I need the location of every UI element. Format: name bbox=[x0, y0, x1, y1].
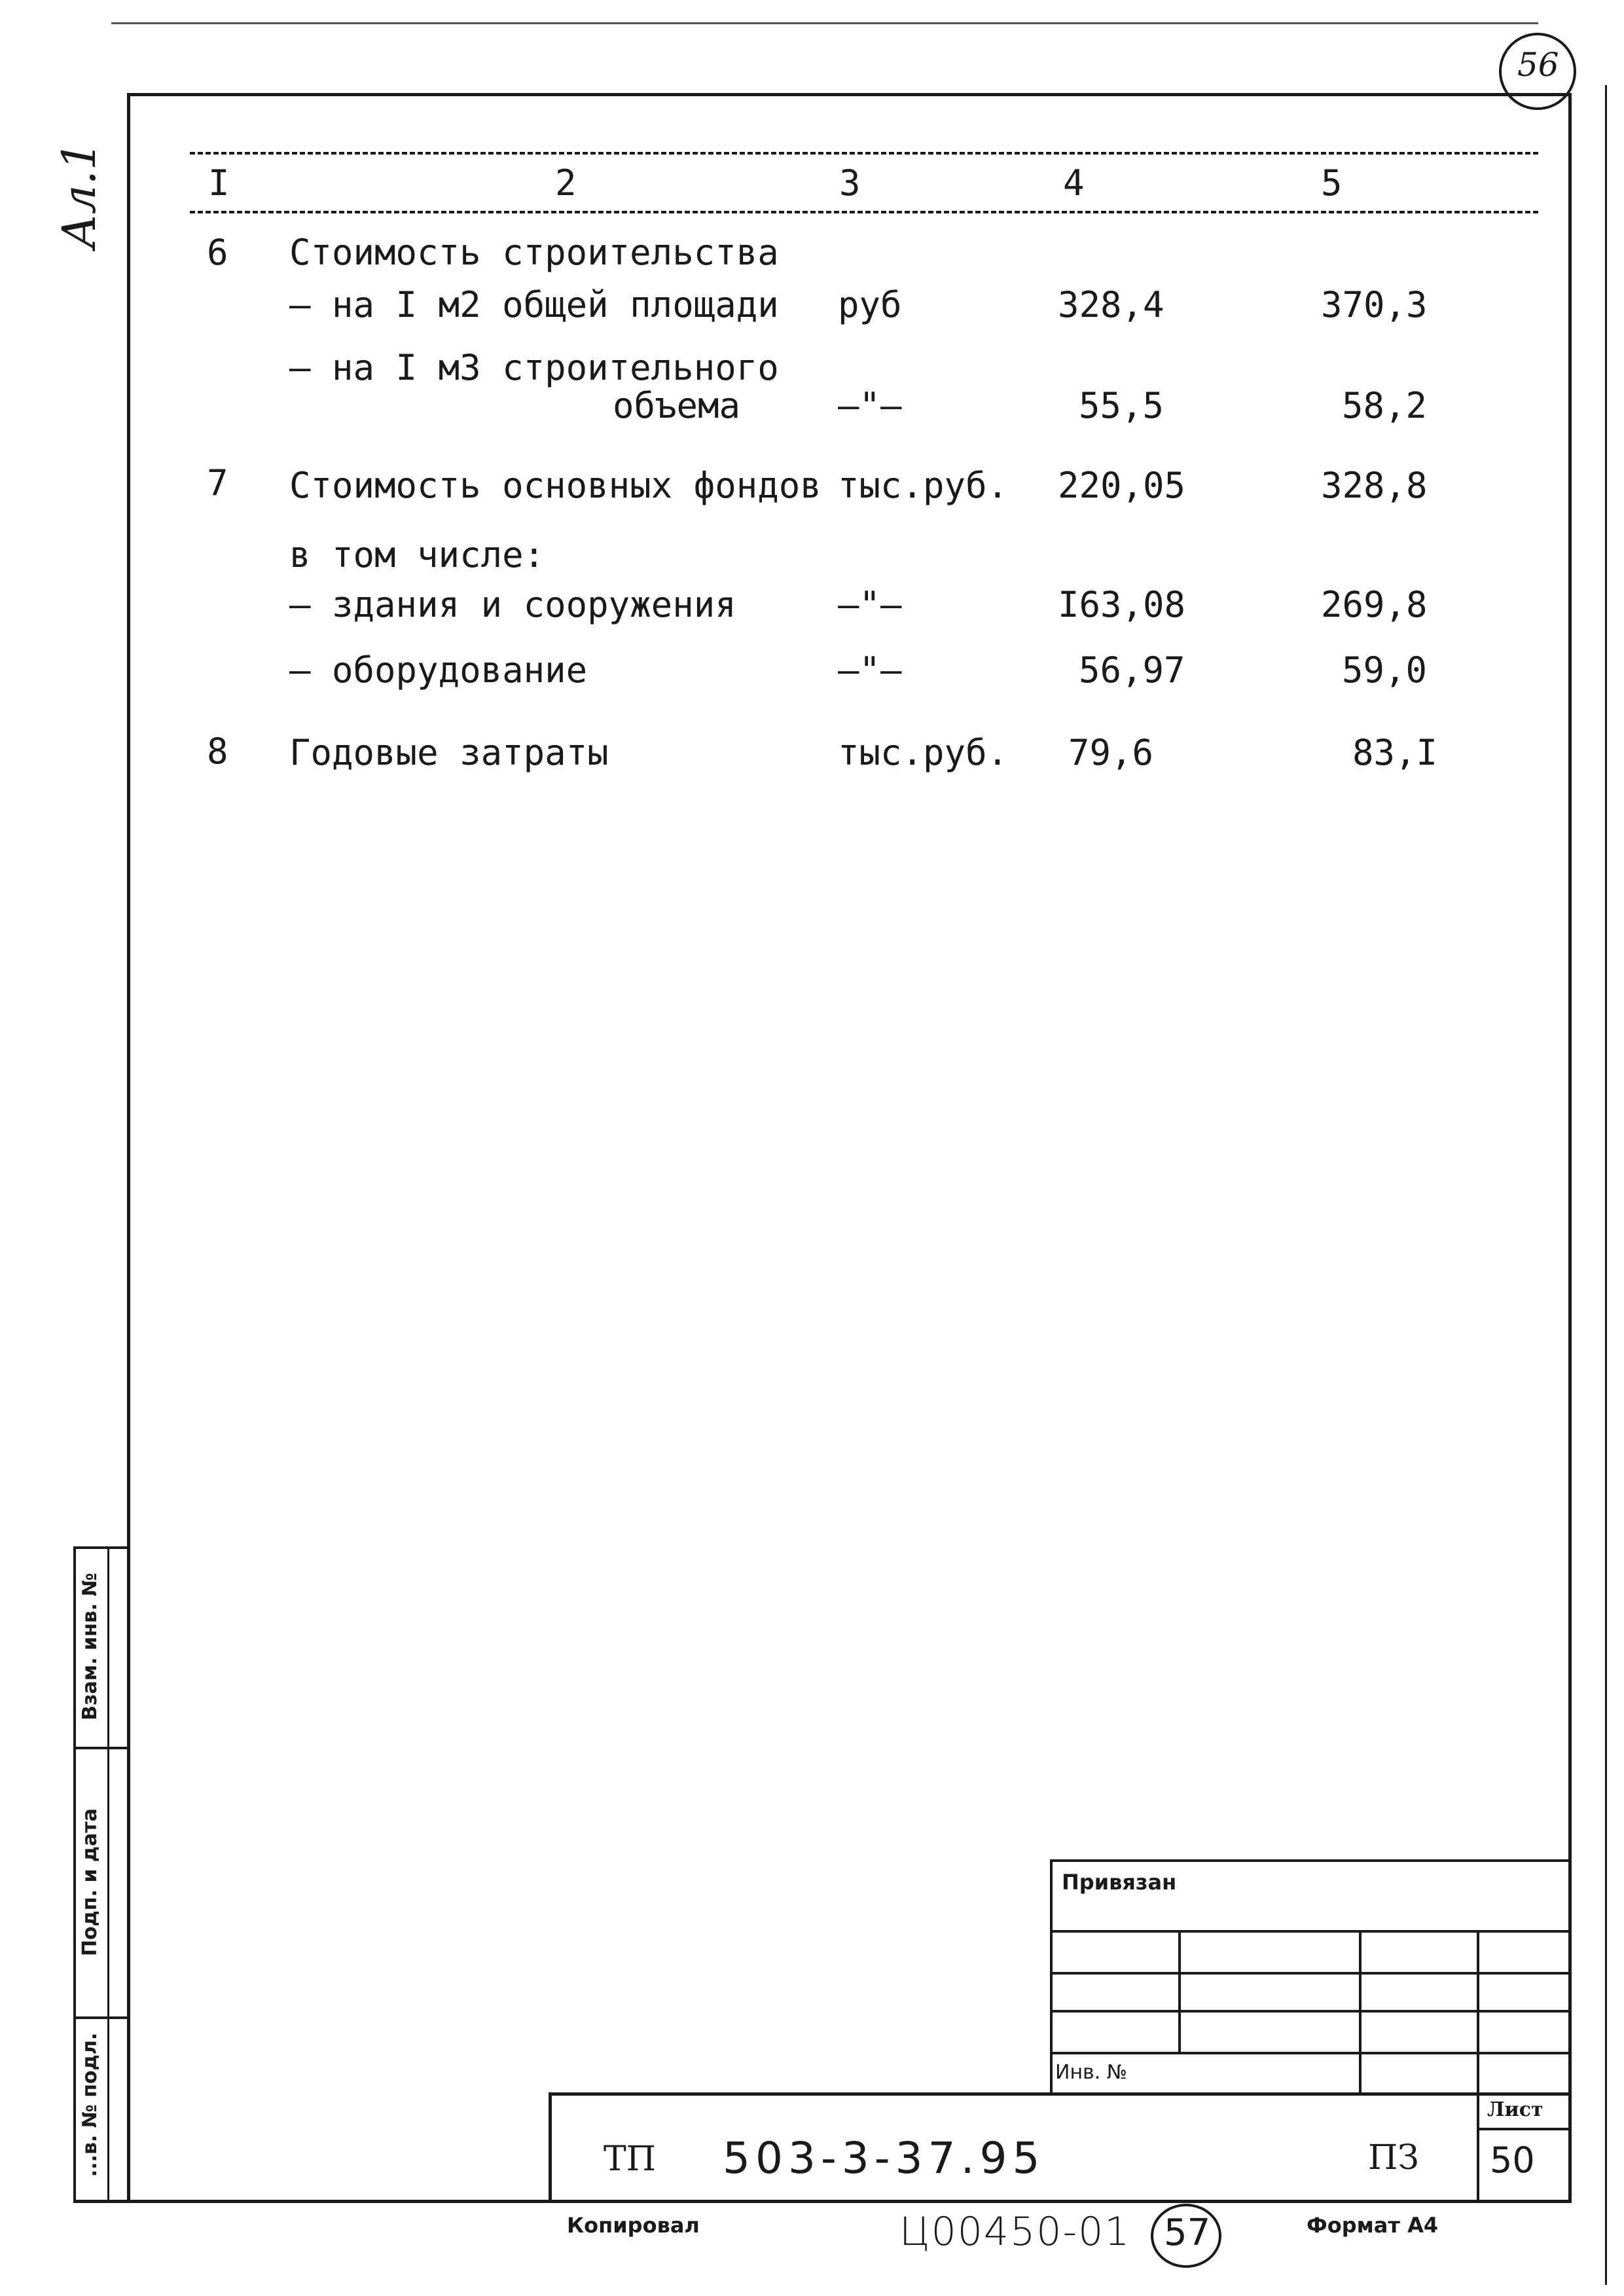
section-code: ПЗ bbox=[1368, 2138, 1419, 2178]
row-num: 6 bbox=[207, 232, 228, 273]
row-value-4: 328,4 bbox=[1058, 284, 1164, 325]
row-num: 8 bbox=[207, 731, 228, 772]
row-value-5: 328,8 bbox=[1321, 465, 1428, 506]
binding-label: Привязан bbox=[1062, 1870, 1177, 1895]
row-value-5: 83,I bbox=[1352, 732, 1438, 773]
sheet-number: 50 bbox=[1490, 2140, 1535, 2181]
row-unit: тыс.руб. bbox=[838, 732, 1009, 773]
archive-circle-number: 57 bbox=[1164, 2212, 1211, 2254]
inv-no-label: Инв. № bbox=[1055, 2061, 1128, 2084]
row-name: в том числе: bbox=[289, 534, 545, 575]
tp-label: ТП bbox=[604, 2140, 657, 2179]
frame-top bbox=[128, 93, 1571, 96]
header-col-2: 2 bbox=[555, 162, 577, 204]
side-note: Ал.1 bbox=[52, 141, 106, 249]
row-num: 7 bbox=[207, 462, 228, 503]
row-name: объема bbox=[613, 385, 741, 426]
archive-number: Ц00450-01 bbox=[899, 2209, 1131, 2255]
row-value-4: 79,6 bbox=[1068, 732, 1154, 773]
header-bottom-line bbox=[190, 211, 1538, 213]
row-name: – на I м2 общей площади bbox=[289, 284, 779, 325]
row-value-4: 56,97 bbox=[1079, 649, 1185, 691]
row-name: Годовые затраты bbox=[289, 732, 609, 773]
row-value-4: 55,5 bbox=[1079, 385, 1164, 426]
frame-left bbox=[127, 93, 130, 2202]
row-unit: –"– bbox=[838, 649, 902, 691]
row-value-4: 220,05 bbox=[1058, 465, 1186, 506]
header-col-1: I bbox=[208, 162, 230, 204]
frame-bottom bbox=[73, 2200, 1572, 2203]
row-name: – здания и сооружения bbox=[289, 584, 736, 625]
outer-right-edge bbox=[1605, 85, 1607, 2285]
row-name: Стоимость строительства bbox=[289, 232, 779, 273]
stamp-inv-label: ...в. № подл. bbox=[79, 2032, 101, 2178]
header-col-4: 4 bbox=[1063, 162, 1085, 204]
doc-code: 503-3-37.95 bbox=[723, 2133, 1045, 2183]
stamp-vzam-label: Взам. инв. № bbox=[79, 1573, 101, 1721]
stamp-podp-label: Подп. и дата bbox=[79, 1808, 101, 1957]
header-col-3: 3 bbox=[839, 162, 861, 204]
row-unit: руб bbox=[838, 284, 902, 325]
row-unit: –"– bbox=[838, 584, 902, 625]
row-unit: тыс.руб. bbox=[838, 465, 1009, 506]
header-col-5: 5 bbox=[1321, 162, 1343, 204]
row-value-5: 58,2 bbox=[1342, 385, 1428, 426]
row-unit: –"– bbox=[838, 385, 902, 426]
header-top-line bbox=[190, 152, 1538, 155]
sheet-label: Лист bbox=[1487, 2098, 1543, 2121]
page-number-mark: 56 bbox=[1517, 46, 1559, 84]
row-name: – оборудование bbox=[289, 649, 588, 691]
row-name: – на I м3 строительного bbox=[289, 347, 779, 388]
copied-label: Копировал bbox=[567, 2213, 700, 2238]
format-label: Формат А4 bbox=[1307, 2213, 1439, 2238]
top-edge-line bbox=[111, 22, 1538, 24]
row-value-5: 370,3 bbox=[1321, 284, 1428, 325]
row-value-5: 59,0 bbox=[1342, 649, 1428, 691]
row-value-4: I63,08 bbox=[1058, 584, 1186, 625]
frame-right bbox=[1568, 93, 1572, 2202]
row-name: Стоимость основных фондов bbox=[289, 465, 821, 506]
row-value-5: 269,8 bbox=[1321, 584, 1428, 625]
